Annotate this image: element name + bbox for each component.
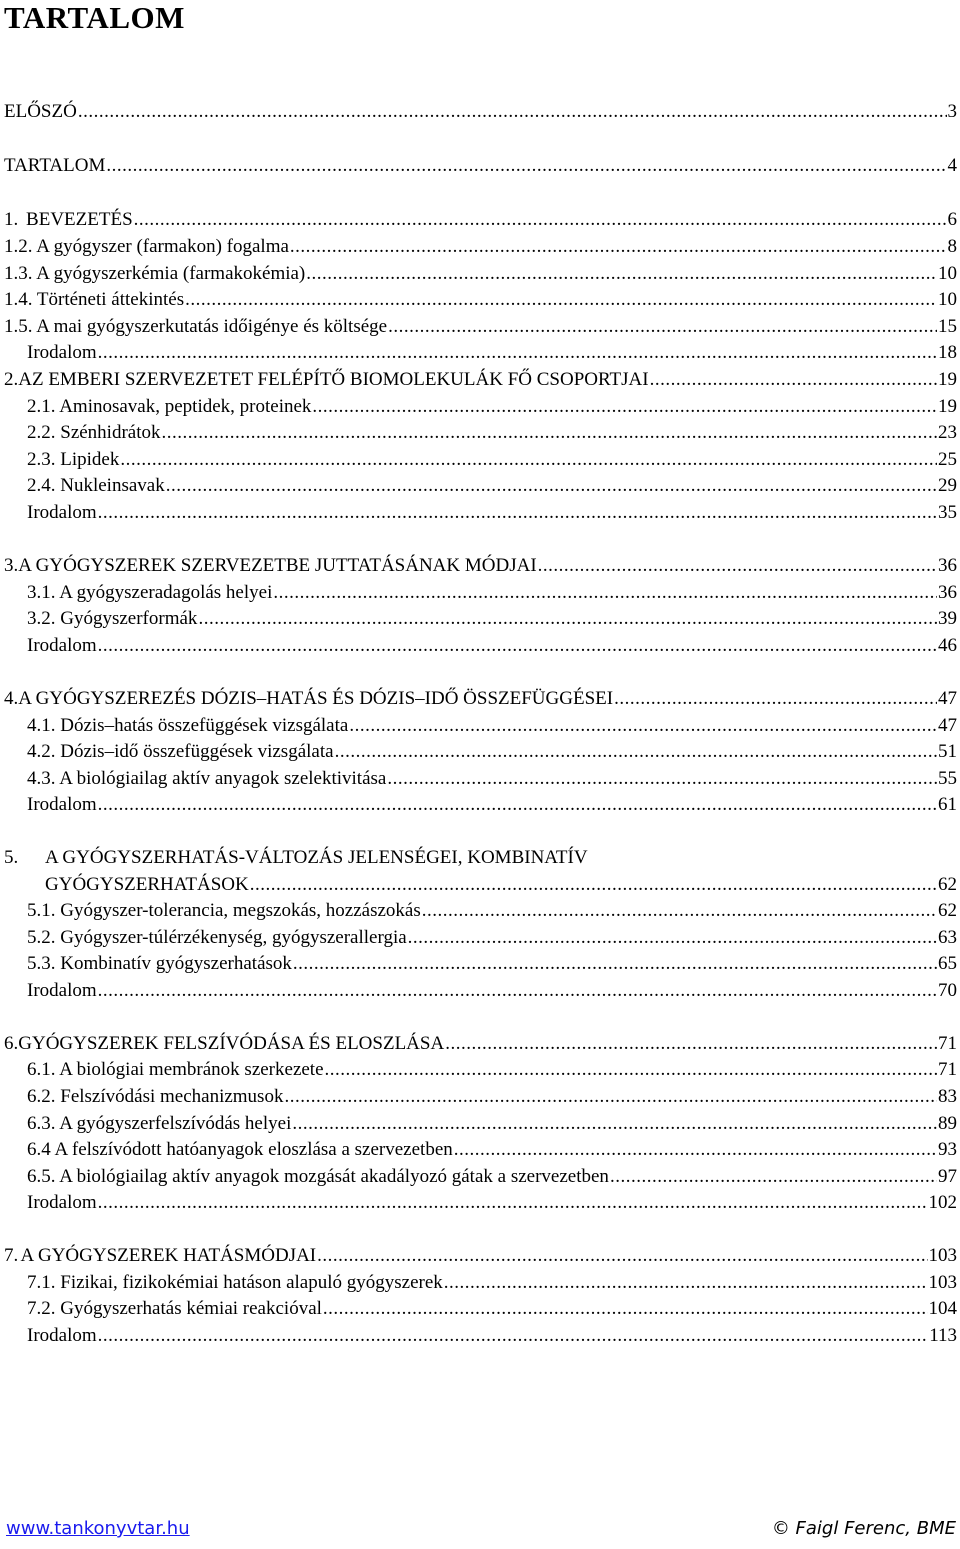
toc-entry	[27, 474, 957, 498]
toc-entry	[27, 1138, 957, 1162]
toc-entry-title: GYÓGYSZEREK FELSZÍVÓDÁSA ÉS ELOSZLÁSA	[18, 1033, 445, 1054]
toc-page-number: 51	[938, 741, 957, 762]
toc-entry	[27, 714, 957, 738]
toc-page-number: 18	[938, 342, 957, 363]
toc-entry-title: A GYÓGYSZEREK HATÁSMÓDJAI	[20, 1245, 317, 1266]
toc-leader-dots	[134, 208, 947, 232]
toc-leader-dots	[444, 1271, 928, 1295]
toc-entry	[4, 154, 957, 178]
toc-leader-dots	[292, 1112, 937, 1136]
toc-page-number: 8	[947, 236, 957, 257]
toc-entry-title: 7.1. Fizikai, fizikokémiai hatáson alapuló gyógyszerek	[27, 1272, 443, 1293]
toc-entry-number: 4.	[4, 688, 19, 709]
toc-leader-dots	[98, 1191, 928, 1215]
toc-leader-dots	[422, 899, 937, 923]
toc-leader-dots	[408, 926, 937, 950]
toc-entry-title: Irodalom	[27, 1325, 97, 1346]
toc-page-number: 29	[938, 475, 957, 496]
toc-leader-dots	[349, 714, 937, 738]
toc-page-number: 4	[947, 155, 957, 176]
toc-entry-title: 1.4. Történeti áttekintés	[4, 289, 185, 310]
toc-page-number: 102	[928, 1192, 957, 1213]
toc-entry	[27, 1297, 957, 1321]
toc-entry-title: BEVEZETÉS	[26, 209, 133, 230]
toc-entry	[4, 687, 957, 711]
toc-entry-title: A GYÓGYSZERHATÁS-VÁLTOZÁS JELENSÉGEI, KOMBINATÍV	[45, 847, 588, 868]
toc-leader-dots	[78, 100, 947, 124]
toc-leader-dots	[650, 368, 937, 392]
toc-page-number: 93	[938, 1139, 957, 1160]
toc-leader-dots	[293, 952, 937, 976]
toc-leader-dots	[284, 1085, 937, 1109]
toc-page-number: 71	[938, 1059, 957, 1080]
toc-page-number: 47	[938, 715, 957, 736]
toc-leader-dots	[273, 581, 937, 605]
toc-page-number: 97	[938, 1166, 957, 1187]
toc-entry-title: 4.2. Dózis–idő összefüggések vizsgálata	[27, 741, 334, 762]
toc-entry-title: 6.4 A felszívódott hatóanyagok eloszlása a szervezetben	[27, 1139, 453, 1160]
toc-entry-title: A GYÓGYSZEREZÉS DÓZIS–HATÁS ÉS DÓZIS–IDŐ ÖSSZEFÜGGÉSEI	[18, 688, 614, 709]
toc-page-number: 104	[928, 1298, 957, 1319]
toc-leader-dots	[610, 1165, 937, 1189]
toc-entry	[27, 1058, 957, 1082]
toc-page-number: 3	[947, 101, 957, 122]
toc-leader-dots	[614, 687, 937, 711]
toc-entry	[27, 1271, 957, 1295]
toc-page-number: 46	[938, 635, 957, 656]
toc-entry-title: Irodalom	[27, 794, 97, 815]
toc-entry	[4, 368, 957, 392]
toc-entry-title: 2.4. Nukleinsavak	[27, 475, 165, 496]
toc-entry-title: 1.3. A gyógyszerkémia (farmakokémia)	[4, 263, 306, 284]
toc-leader-dots	[162, 421, 937, 445]
toc-leader-dots	[250, 873, 937, 897]
toc-leader-dots	[98, 341, 937, 365]
toc-entry-title: 6.3. A gyógyszerfelszívódás helyei	[27, 1113, 292, 1134]
toc-page-number: 103	[928, 1245, 957, 1266]
toc-entry-title: Irodalom	[27, 980, 97, 1001]
toc-entry	[27, 341, 957, 365]
toc-page-number: 35	[938, 502, 957, 523]
toc-entry	[27, 740, 957, 764]
toc-leader-dots	[98, 634, 937, 658]
toc-page-number: 89	[938, 1113, 957, 1134]
toc-entry	[27, 421, 957, 445]
toc-entry	[4, 554, 957, 578]
toc-leader-dots	[198, 607, 937, 631]
toc-page-number: 23	[938, 422, 957, 443]
toc-entry	[27, 1165, 957, 1189]
toc-leader-dots	[98, 501, 937, 525]
toc-entry-title: 5.1. Gyógyszer-tolerancia, megszokás, hozzászokás	[27, 900, 421, 921]
toc-entry	[45, 873, 957, 897]
toc-entry-number: 1.	[4, 209, 19, 230]
toc-entry	[27, 501, 957, 525]
toc-page-number: 70	[938, 980, 957, 1001]
toc-entry-title: 6.5. A biológiailag aktív anyagok mozgását akadályozó gátak a szervezetben	[27, 1166, 609, 1187]
toc-entry-title: 2.3. Lipidek	[27, 449, 120, 470]
toc-entry-title: 7.2. Gyógyszerhatás kémiai reakcióval	[27, 1298, 322, 1319]
toc-entry	[27, 1324, 957, 1348]
toc-entry-title: Irodalom	[27, 342, 97, 363]
toc-entry	[4, 315, 957, 339]
page-footer	[0, 1518, 960, 1542]
toc-entry-title: 6.1. A biológiai membránok szerkezete	[27, 1059, 324, 1080]
toc-entry	[4, 1032, 957, 1056]
toc-leader-dots	[454, 1138, 937, 1162]
toc-entry-title: A GYÓGYSZEREK SZERVEZETBE JUTTATÁSÁNAK MÓDJAI	[18, 555, 537, 576]
footer-copyright: © Faigl Ferenc, BME	[771, 1518, 956, 1539]
toc-leader-dots	[98, 793, 937, 817]
toc-page-number: 71	[938, 1033, 957, 1054]
toc-leader-dots	[312, 395, 937, 419]
toc-entry	[27, 899, 957, 923]
page-title: TARTALOM	[4, 0, 185, 35]
toc-page-number: 62	[938, 900, 957, 921]
toc-entry	[27, 767, 957, 791]
toc-leader-dots	[290, 235, 947, 259]
toc-entry	[27, 1191, 957, 1215]
toc-page-number: 65	[938, 953, 957, 974]
toc-entry-title: ELŐSZÓ	[4, 101, 77, 122]
toc-page-number: 36	[938, 555, 957, 576]
toc-entry-title: 2.1. Aminosavak, peptidek, proteinek	[27, 396, 312, 417]
toc-leader-dots	[445, 1032, 937, 1056]
toc-entry-title: 1.2. A gyógyszer (farmakon) fogalma	[4, 236, 289, 257]
toc-entry-title: 4.3. A biológiailag aktív anyagok szelektivitása	[27, 768, 387, 789]
toc-page-number: 63	[938, 927, 957, 948]
toc-entry	[27, 926, 957, 950]
toc-entry-title: Irodalom	[27, 502, 97, 523]
toc-leader-dots	[538, 554, 937, 578]
toc-leader-dots	[306, 262, 937, 286]
toc-page-number: 36	[938, 582, 957, 603]
toc-entry	[27, 448, 957, 472]
toc-entry-number: 5.	[4, 847, 19, 868]
toc-page-number: 83	[938, 1086, 957, 1107]
toc-entry-number: 6.	[4, 1033, 19, 1054]
toc-leader-dots	[185, 288, 937, 312]
toc-page-number: 61	[938, 794, 957, 815]
toc-entry-title: 6.2. Felszívódási mechanizmusok	[27, 1086, 284, 1107]
toc-entry	[27, 952, 957, 976]
toc-leader-dots	[120, 448, 937, 472]
toc-leader-dots	[98, 979, 937, 1003]
toc-entry-title: 3.1. A gyógyszeradagolás helyei	[27, 582, 273, 603]
toc-entry-title: 5.3. Kombinatív gyógyszerhatások	[27, 953, 292, 974]
toc-entry	[27, 1085, 957, 1109]
toc-entry	[4, 208, 957, 232]
toc-entry	[27, 1112, 957, 1136]
footer-link[interactable]: www.tankonyvtar.hu	[6, 1518, 190, 1539]
toc-entry	[27, 793, 957, 817]
toc-leader-dots	[325, 1058, 937, 1082]
toc-entry-title: 3.2. Gyógyszerformák	[27, 608, 198, 629]
toc-entry	[4, 235, 957, 259]
toc-page-number: 103	[928, 1272, 957, 1293]
toc-page-number: 19	[938, 396, 957, 417]
toc-leader-dots	[323, 1297, 928, 1321]
toc-entry	[27, 607, 957, 631]
toc-leader-dots	[388, 315, 937, 339]
toc-entry-title: 4.1. Dózis–hatás összefüggések vizsgálata	[27, 715, 349, 736]
toc-page-number: 10	[938, 289, 957, 310]
toc-entry	[27, 581, 957, 605]
toc-leader-dots	[98, 1324, 929, 1348]
toc-leader-dots	[317, 1244, 927, 1268]
toc-page-number: 6	[947, 209, 957, 230]
toc-entry	[4, 288, 957, 312]
toc-leader-dots	[106, 154, 946, 178]
toc-entry-title: AZ EMBERI SZERVEZETET FELÉPÍTŐ BIOMOLEKULÁK FŐ CSOPORTJAI	[18, 369, 649, 390]
toc-page-number: 55	[938, 768, 957, 789]
toc-entry	[27, 979, 957, 1003]
toc-entry-number: 2.	[4, 369, 19, 390]
toc-page-number: 62	[938, 874, 957, 895]
toc-entry	[4, 100, 957, 124]
toc-entry-title: TARTALOM	[4, 155, 106, 176]
toc-page-number: 47	[938, 688, 957, 709]
toc-entry-title: GYÓGYSZERHATÁSOK	[45, 874, 249, 895]
toc-entry	[4, 262, 957, 286]
toc-entry-title: 2.2. Szénhidrátok	[27, 422, 161, 443]
toc-page-number: 15	[938, 316, 957, 337]
toc-page-number: 113	[929, 1325, 957, 1346]
toc-entry-title: 1.5. A mai gyógyszerkutatás időigénye és költsége	[4, 316, 388, 337]
toc-page-number: 19	[938, 369, 957, 390]
toc-entry-number: 7.	[4, 1245, 19, 1266]
toc-entry	[4, 1244, 957, 1268]
toc-entry	[27, 395, 957, 419]
toc-entry-title: 5.2. Gyógyszer-túlérzékenység, gyógyszerallergia	[27, 927, 407, 948]
toc-page-number: 39	[938, 608, 957, 629]
toc-entry	[27, 634, 957, 658]
toc-entry-title: Irodalom	[27, 635, 97, 656]
toc-leader-dots	[335, 740, 937, 764]
toc-entry-number: 3.	[4, 555, 19, 576]
toc-leader-dots	[166, 474, 937, 498]
toc-page-number: 10	[938, 263, 957, 284]
toc-entry	[4, 846, 957, 870]
toc-page-number: 25	[938, 449, 957, 470]
toc-leader-dots	[387, 767, 937, 791]
toc-entry-title: Irodalom	[27, 1192, 97, 1213]
